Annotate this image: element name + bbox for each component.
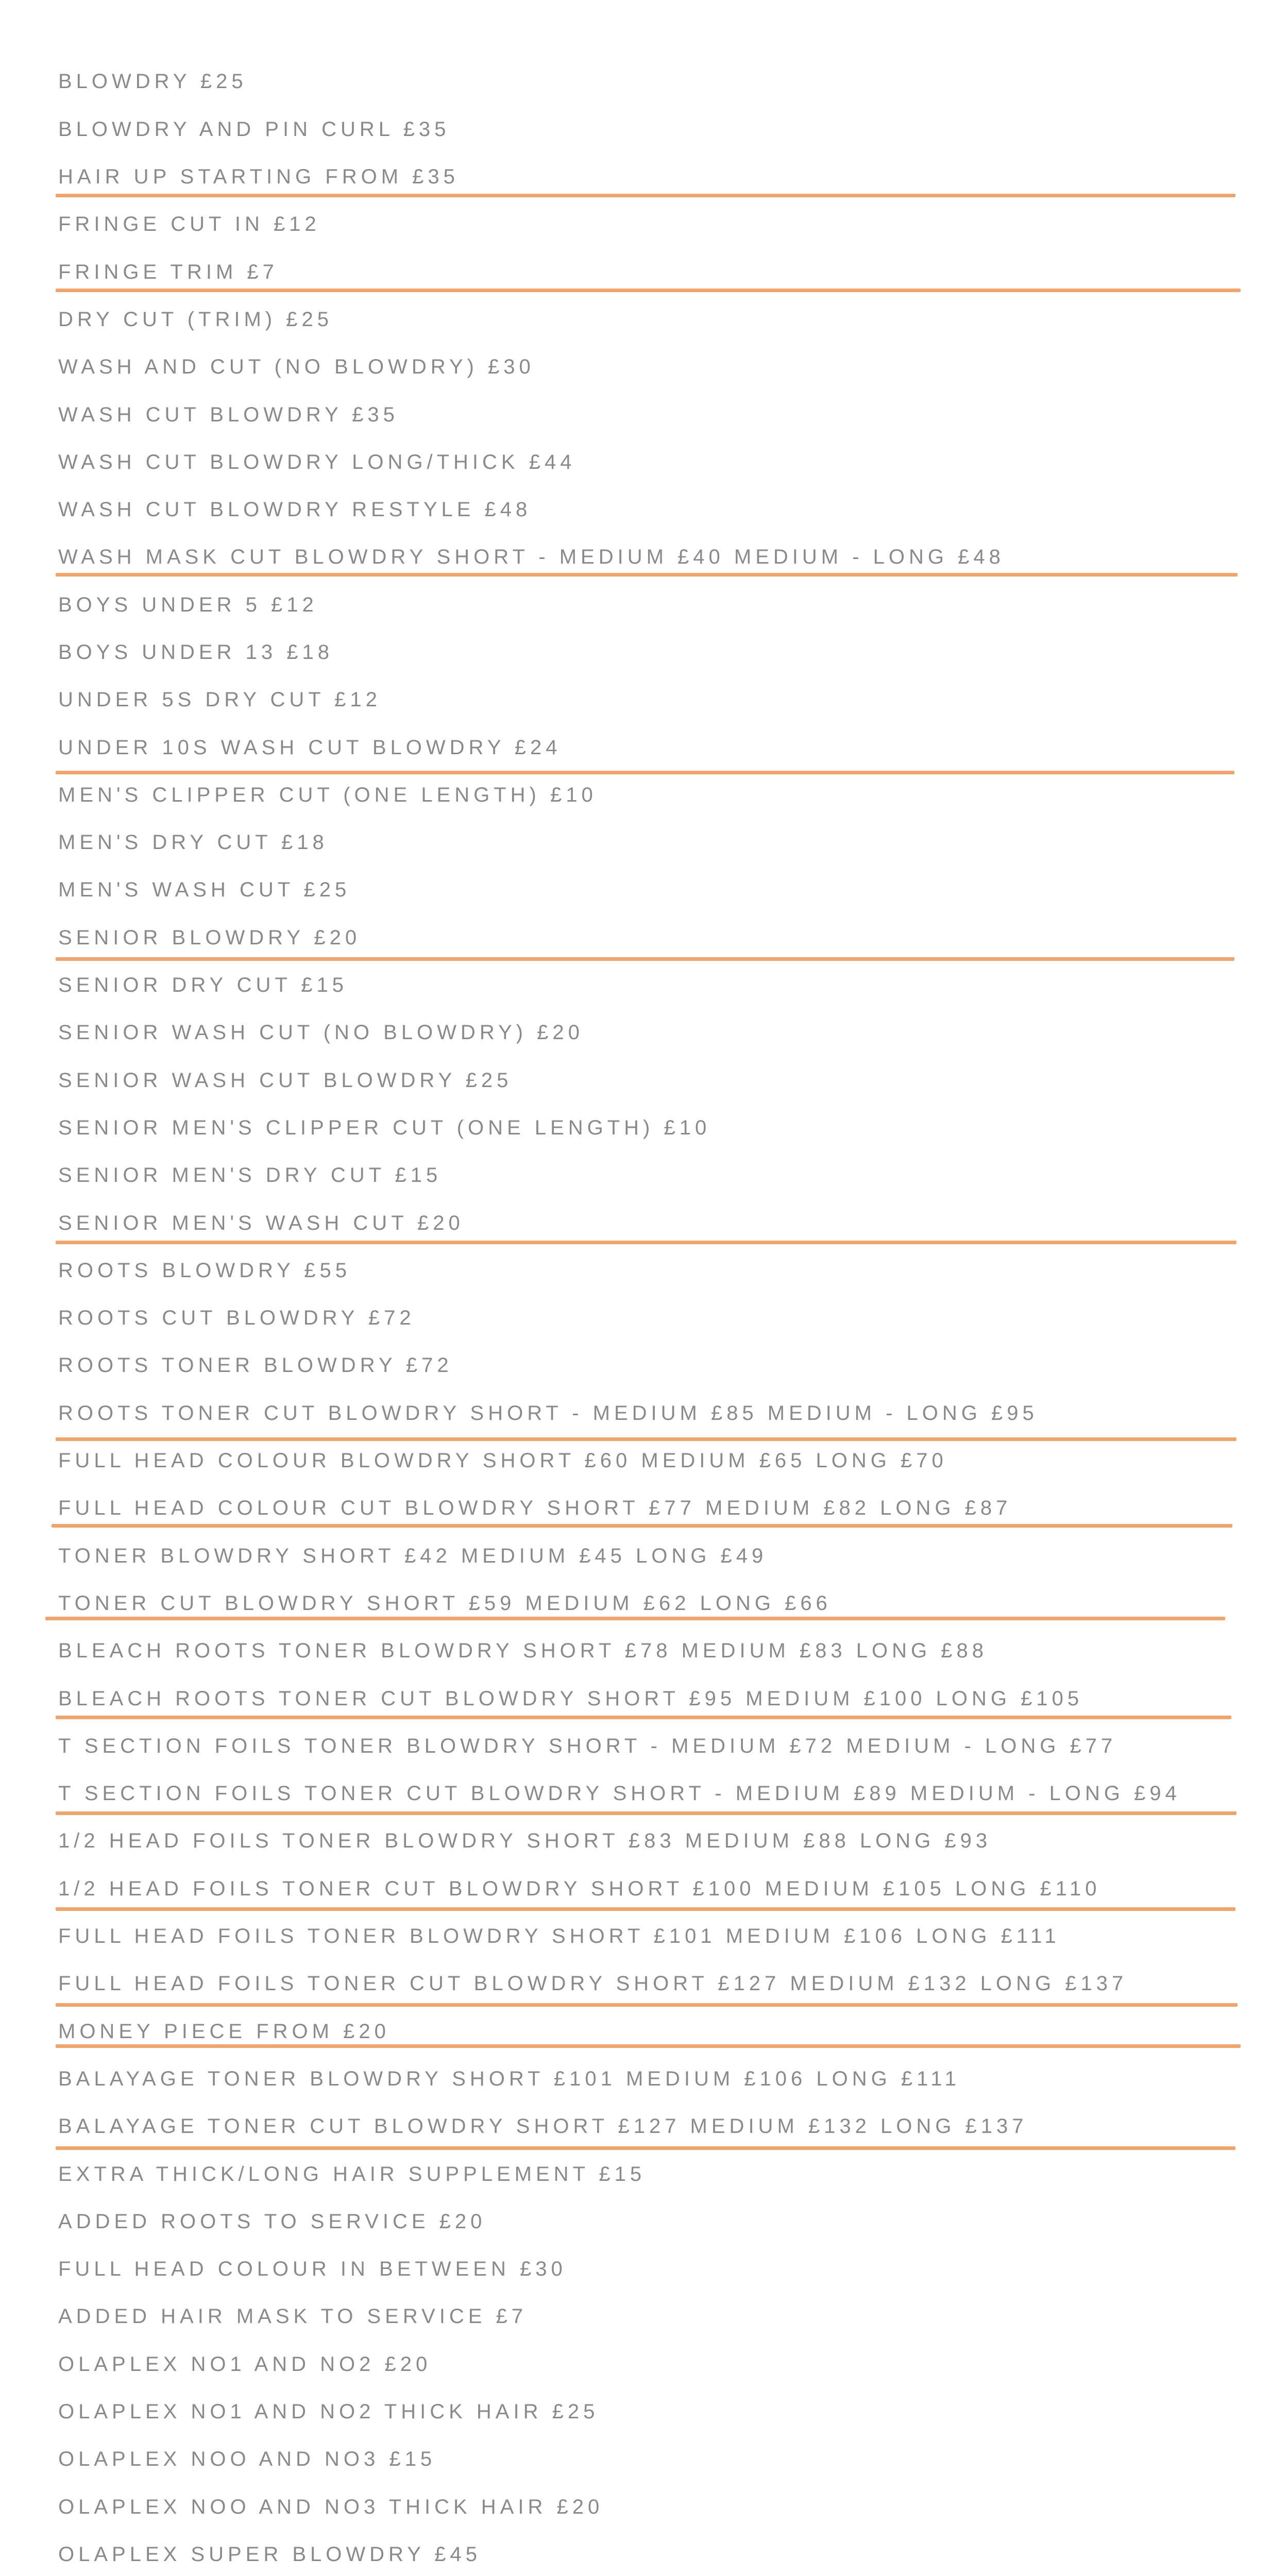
price-item bbox=[58, 247, 1243, 294]
price-item bbox=[58, 342, 1243, 389]
price-item bbox=[58, 2244, 1243, 2292]
price-item bbox=[58, 2434, 1243, 2482]
price-item-text: ADDED ROOTS TO SERVICE £20 bbox=[58, 2210, 486, 2233]
price-item bbox=[58, 865, 1243, 912]
price-item-text: SENIOR WASH CUT (NO BLOWDRY) £20 bbox=[58, 1021, 584, 1044]
price-item-text: MEN'S WASH CUT £25 bbox=[58, 878, 351, 902]
price-item-text: 1/2 HEAD FOILS TONER BLOWDRY SHORT £83 MEDIUM £88 LONG £93 bbox=[58, 1829, 992, 1853]
price-item-text: BLEACH ROOTS TONER BLOWDRY SHORT £78 MEDIUM £83 LONG £88 bbox=[58, 1639, 988, 1663]
section-divider bbox=[56, 1907, 1235, 1911]
price-item-text: DRY CUT (TRIM) £25 bbox=[58, 308, 333, 331]
price-item-text: ROOTS TONER BLOWDRY £72 bbox=[58, 1354, 453, 1377]
price-item-text: ROOTS BLOWDRY £55 bbox=[58, 1259, 351, 1282]
price-item-text: SENIOR DRY CUT £15 bbox=[58, 974, 348, 997]
price-item bbox=[58, 1816, 1243, 1863]
price-list bbox=[58, 57, 1243, 2576]
price-item bbox=[58, 1531, 1243, 1578]
price-item-text: MEN'S DRY CUT £18 bbox=[58, 831, 328, 854]
price-item-text: 1/2 HEAD FOILS TONER CUT BLOWDRY SHORT £100 MEDIUM £105 LONG £110 bbox=[58, 1877, 1101, 1900]
price-item bbox=[58, 437, 1243, 484]
price-item bbox=[58, 1341, 1243, 1388]
price-item bbox=[58, 199, 1243, 247]
price-item bbox=[58, 104, 1243, 151]
price-item-text: FULL HEAD FOILS TONER BLOWDRY SHORT £101 MEDIUM £106 LONG £111 bbox=[58, 1925, 1060, 1948]
price-item-text: ROOTS CUT BLOWDRY £72 bbox=[58, 1307, 415, 1330]
section-divider bbox=[56, 1241, 1236, 1244]
price-item-text: FRINGE TRIM £7 bbox=[58, 260, 278, 283]
price-item bbox=[58, 2149, 1243, 2196]
price-item bbox=[58, 675, 1243, 722]
price-item-text: BALAYAGE TONER BLOWDRY SHORT £101 MEDIUM £106 LONG £111 bbox=[58, 2067, 960, 2090]
price-item-text: FULL HEAD FOILS TONER CUT BLOWDRY SHORT £127 MEDIUM £132 LONG £137 bbox=[58, 1972, 1128, 1995]
price-item-text: OLAPLEX NOO AND NO3 £15 bbox=[58, 2448, 436, 2471]
section-divider bbox=[56, 289, 1241, 292]
section-divider bbox=[56, 2044, 1241, 2048]
price-item bbox=[58, 1388, 1243, 1435]
price-item bbox=[58, 1245, 1243, 1293]
price-item-text: MONEY PIECE FROM £20 bbox=[58, 2020, 390, 2043]
price-item bbox=[58, 294, 1243, 342]
section-divider bbox=[56, 957, 1234, 961]
section-divider bbox=[56, 2003, 1238, 2007]
price-item bbox=[58, 722, 1243, 770]
price-item-text: T SECTION FOILS TONER CUT BLOWDRY SHORT - MEDIUM £89 MEDIUM - LONG £94 bbox=[58, 1782, 1181, 1805]
price-item-text: ADDED HAIR MASK TO SERVICE £7 bbox=[58, 2305, 527, 2328]
price-item bbox=[58, 960, 1243, 1008]
price-item bbox=[58, 2387, 1243, 2434]
section-divider bbox=[56, 2146, 1235, 2150]
price-item-text: BLOWDRY £25 bbox=[58, 70, 247, 93]
price-item-text: FULL HEAD COLOUR BLOWDRY SHORT £60 MEDIUM £65 LONG £70 bbox=[58, 1449, 947, 1472]
price-item bbox=[58, 1103, 1243, 1150]
price-item-text: UNDER 10S WASH CUT BLOWDRY £24 bbox=[58, 736, 562, 759]
price-item-text: SENIOR MEN'S WASH CUT £20 bbox=[58, 1211, 464, 1234]
price-item bbox=[58, 2482, 1243, 2529]
price-item-text: SENIOR MEN'S CLIPPER CUT (ONE LENGTH) £10 bbox=[58, 1116, 711, 1139]
price-item-text: EXTRA THICK/LONG HAIR SUPPLEMENT £15 bbox=[58, 2162, 646, 2185]
price-item-text: BALAYAGE TONER CUT BLOWDRY SHORT £127 MEDIUM £132 LONG £137 bbox=[58, 2115, 1028, 2138]
price-item bbox=[58, 1959, 1243, 2006]
price-item bbox=[58, 1911, 1243, 1959]
price-item bbox=[58, 2102, 1243, 2149]
price-item-text: WASH CUT BLOWDRY LONG/THICK £44 bbox=[58, 450, 576, 473]
price-item-text: BLOWDRY AND PIN CURL £35 bbox=[58, 117, 450, 141]
price-item bbox=[58, 2054, 1243, 2101]
price-item-text: SENIOR BLOWDRY £20 bbox=[58, 926, 361, 949]
price-item-text: UNDER 5S DRY CUT £12 bbox=[58, 688, 381, 711]
price-item bbox=[58, 770, 1243, 817]
price-item-text: TONER CUT BLOWDRY SHORT £59 MEDIUM £62 LONG £66 bbox=[58, 1591, 832, 1615]
price-item bbox=[58, 152, 1243, 199]
price-item-text: MEN'S CLIPPER CUT (ONE LENGTH) £10 bbox=[58, 783, 597, 806]
price-item-text: FULL HEAD COLOUR CUT BLOWDRY SHORT £77 MEDIUM £82 LONG £87 bbox=[58, 1497, 1012, 1520]
price-item bbox=[58, 1721, 1243, 1768]
price-item-text: WASH CUT BLOWDRY £35 bbox=[58, 403, 399, 426]
price-item bbox=[58, 1626, 1243, 1673]
price-item-text: TONER BLOWDRY SHORT £42 MEDIUM £45 LONG £49 bbox=[58, 1544, 768, 1567]
price-item-text: FRINGE CUT IN £12 bbox=[58, 213, 320, 236]
section-divider bbox=[52, 1524, 1232, 1528]
price-item bbox=[58, 1293, 1243, 1341]
price-item-text: WASH MASK CUT BLOWDRY SHORT - MEDIUM £40 MEDIUM - LONG £48 bbox=[58, 546, 1005, 569]
section-divider bbox=[56, 573, 1238, 577]
price-item bbox=[58, 580, 1243, 627]
price-item bbox=[58, 1436, 1243, 1483]
section-divider bbox=[56, 771, 1234, 774]
price-item-text: OLAPLEX SUPER BLOWDRY £45 bbox=[58, 2543, 482, 2566]
price-item-text: T SECTION FOILS TONER BLOWDRY SHORT - MEDIUM £72 MEDIUM - LONG £77 bbox=[58, 1734, 1117, 1757]
price-item bbox=[58, 1198, 1243, 1245]
section-divider bbox=[56, 1716, 1231, 1719]
price-item bbox=[58, 2339, 1243, 2386]
price-item bbox=[58, 818, 1243, 865]
price-item-text: BOYS UNDER 13 £18 bbox=[58, 641, 333, 664]
section-divider bbox=[56, 1437, 1236, 1441]
price-item bbox=[58, 1008, 1243, 1055]
price-item bbox=[58, 2292, 1243, 2339]
section-divider bbox=[56, 1811, 1236, 1815]
section-divider bbox=[56, 194, 1235, 197]
price-item bbox=[58, 1673, 1243, 1721]
price-item-text: OLAPLEX NO1 AND NO2 £20 bbox=[58, 2352, 432, 2376]
price-item-text: SENIOR MEN'S DRY CUT £15 bbox=[58, 1164, 442, 1187]
price-item bbox=[58, 485, 1243, 532]
price-item-text: ROOTS TONER CUT BLOWDRY SHORT - MEDIUM £85 MEDIUM - LONG £95 bbox=[58, 1401, 1038, 1425]
price-item bbox=[58, 389, 1243, 437]
price-item bbox=[58, 1150, 1243, 1198]
price-item bbox=[58, 1769, 1243, 1816]
price-item-text: OLAPLEX NOO AND NO3 THICK HAIR £20 bbox=[58, 2495, 604, 2518]
price-item bbox=[58, 912, 1243, 960]
price-item bbox=[58, 2196, 1243, 2244]
price-item bbox=[58, 57, 1243, 104]
price-item bbox=[58, 1863, 1243, 1911]
price-item-text: WASH CUT BLOWDRY RESTYLE £48 bbox=[58, 498, 532, 521]
price-item bbox=[58, 2529, 1243, 2576]
price-item-text: SENIOR WASH CUT BLOWDRY £25 bbox=[58, 1069, 513, 1092]
price-item-text: WASH AND CUT (NO BLOWDRY) £30 bbox=[58, 355, 535, 379]
price-item-text: BOYS UNDER 5 £12 bbox=[58, 593, 318, 616]
price-item-text: OLAPLEX NO1 AND NO2 THICK HAIR £25 bbox=[58, 2400, 599, 2423]
price-item-text: BLEACH ROOTS TONER CUT BLOWDRY SHORT £95 MEDIUM £100 LONG £105 bbox=[58, 1687, 1083, 1710]
section-divider bbox=[45, 1617, 1225, 1620]
price-item bbox=[58, 628, 1243, 675]
price-item-text: FULL HEAD COLOUR IN BETWEEN £30 bbox=[58, 2258, 567, 2281]
price-item-text: HAIR UP STARTING FROM £35 bbox=[58, 165, 459, 189]
price-item bbox=[58, 1055, 1243, 1103]
